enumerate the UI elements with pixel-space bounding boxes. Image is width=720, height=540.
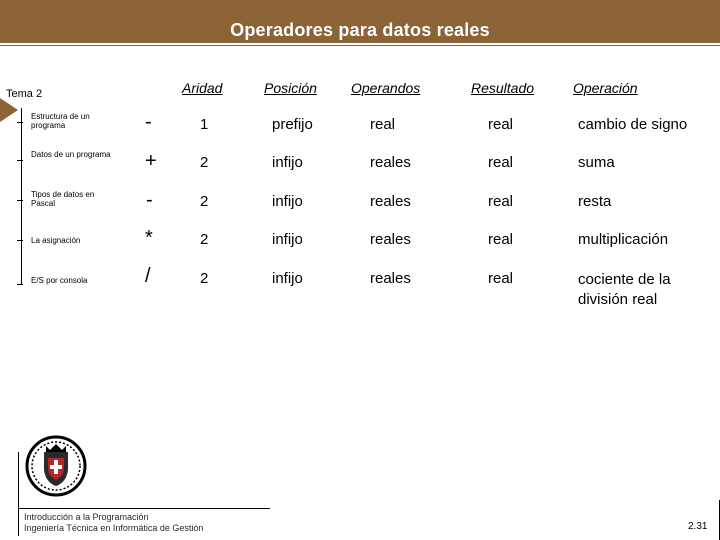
header-aridad: Aridad [182,80,223,96]
header-operandos: Operandos [351,80,421,96]
tema-label: Tema 2 [6,88,43,100]
cell-resultado: real [488,193,514,210]
cell-aridad: 2 [200,193,209,210]
footer-course [24,512,203,534]
cell-posicion: infijo [272,231,303,248]
sidebar-item-tipos[interactable]: Tipos de datos en Pascal [31,190,95,208]
cell-resultado: real [488,231,514,248]
header-resultado: Resultado [471,80,535,96]
current-section-arrow-icon [0,98,18,122]
footer-line-1: Introducción a la Programación [24,512,149,522]
cell-operandos: reales [370,231,411,248]
cell-posicion: infijo [272,193,303,210]
operator-symbol: / [145,265,151,287]
cell-aridad: 2 [200,231,209,248]
cell-posicion: prefijo [272,116,313,133]
sidebar-item-es-consola[interactable]: E/S por consola [31,276,88,285]
sidebar-item-estructura[interactable]: Estructura de un programa [31,112,90,130]
footer-vertical-line [18,452,19,536]
header-posicion: Posición [264,80,317,96]
cell-aridad: 1 [200,116,209,133]
university-crest-icon [24,432,88,500]
cell-operacion: multiplicación [578,231,669,248]
nav-tick [17,284,23,285]
nav-tick [17,240,23,241]
cell-posicion: infijo [272,270,303,287]
cell-operandos: real [370,116,396,133]
cell-aridad: 2 [200,154,209,171]
footer-line-2: Ingeniería Técnica en Informática de Gestión [24,523,204,533]
page-number: 2.31 [688,521,708,532]
cell-operandos: reales [370,270,411,287]
operator-symbol: + [145,150,157,172]
sidebar-item-datos[interactable]: Datos de un programa [31,150,111,159]
cell-aridad: 2 [200,270,209,287]
cell-resultado: real [488,116,514,133]
title-underline [0,43,720,45]
operator-symbol: - [146,189,153,211]
header-operacion: Operación [573,80,638,96]
nav-tick [17,160,23,161]
cell-posicion: infijo [272,154,303,171]
cell-operacion: suma [578,154,615,171]
slide-title: Operadores para datos reales [230,20,490,40]
cell-operacion: cambio de signo [578,116,688,133]
nav-tick [17,200,23,201]
sidebar-line [21,108,22,284]
cell-operacion: cociente de la división real [578,271,671,308]
footer-divider [18,508,270,509]
cell-resultado: real [488,154,514,171]
operator-symbol: * [145,227,153,249]
cell-operandos: reales [370,193,411,210]
sidebar-item-asignacion[interactable]: La asignación [31,236,81,245]
nav-tick [17,122,23,123]
cell-resultado: real [488,270,514,287]
cell-operandos: reales [370,154,411,171]
cell-operacion: resta [578,193,612,210]
operator-symbol: - [145,111,152,133]
